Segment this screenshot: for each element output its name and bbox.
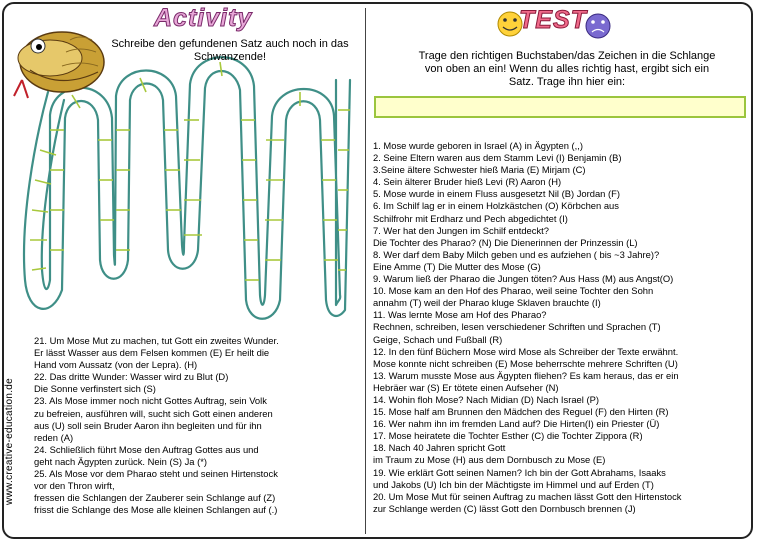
question-line: geht nach Ägypten zurück. Nein (S) Ja (*): [34, 455, 207, 467]
question-line: 15. Mose half am Brunnen den Mädchen des Reguel (F) den Hirten (R): [373, 406, 669, 418]
question-line: und Jakobs (U) Ich bin der Mächtigste im Himmel und auf Erden (T): [373, 478, 654, 490]
question-line: Er lässt Wasser aus dem Felsen kommen (E) Er heilt die: [34, 347, 270, 359]
question-line: 16. Wer nahm ihn im fremden Land auf? Die Hirten(I) ein Priester (Ü): [373, 418, 660, 430]
question-line: Mose konnte nicht schreiben (E) Mose beherrschte mehrere Schriften (U): [373, 357, 678, 369]
question-line: 23. Als Mose immer noch nicht Gottes Auftrag, sein Volk: [34, 395, 267, 407]
question-line: Hebräer war (S) Er tötete einen Aufseher (N): [373, 381, 559, 393]
question-line: 2. Seine Eltern waren aus dem Stamm Levi (I) Benjamin (B): [373, 152, 622, 164]
question-line: 6. Im Schilf lag er in einem Holzkästchen (O) Körbchen aus: [373, 200, 619, 212]
snake-outline-outer: [24, 71, 350, 319]
question-line: Geige, Schach und Fußball (R): [373, 333, 503, 345]
question-line: 24. Schließlich führt Mose den Auftrag Gottes aus und: [34, 443, 259, 455]
answer-sentence-field[interactable]: [374, 96, 746, 118]
question-line: zu befreien, ausführen will, sucht sich Gott einen anderen: [34, 407, 273, 419]
question-line: 8. Wer darf dem Baby Milch geben und es aufziehen ( bis ~3 Jahre)?: [373, 248, 660, 260]
activity-title: Activity: [154, 4, 253, 32]
question-line: 12. In den fünf Büchern Mose wird Mose als Schreiber der Texte erwähnt.: [373, 345, 679, 357]
question-line: 9. Warum ließ der Pharao die Jungen töten? Aus Hass (M) aus Angst(O): [373, 273, 674, 285]
question-line: 5. Mose wurde in einem Fluss ausgesetzt Nil (B) Jordan (F): [373, 188, 620, 200]
question-line: Die Tochter des Pharao? (N) Die Dienerinnen der Prinzessin (L): [373, 236, 638, 248]
question-line: 25. Als Mose vor dem Pharao steht und seinen Hirtenstock: [34, 468, 278, 480]
question-line: Schilfrohr mit Erdharz und Pech abgedichtet (I): [373, 212, 568, 224]
right-instruction: Trage den richtigen Buchstaben/das Zeichen in die Schlange von oben an ein! Wenn du alles richtig hast, ergibt sich ein Satz. Trage ihn hier ein:: [418, 50, 716, 88]
question-line: aus (U) soll sein Bruder Aaron ihn begleiten und für ihn: [34, 419, 262, 431]
question-line: Eine Amme (T) Die Mutter des Mose (G): [373, 260, 541, 272]
question-line: 20. Um Mose Mut für seinen Auftrag zu machen lässt Gott den Hirtenstock: [373, 490, 682, 502]
question-line: vor den Thron wirft,: [34, 480, 115, 492]
right-question-list: [373, 140, 753, 515]
question-line: 14. Wohin floh Mose? Nach Midian (D) Nach Israel (P): [373, 393, 599, 405]
question-line: 17. Mose heiratete die Tochter Esther (C) die Tochter Zippora (R): [373, 430, 643, 442]
question-line: Die Sonne verfinstert sich (S): [34, 383, 156, 395]
left-question-list: [34, 335, 364, 516]
smiley-sad-icon: [586, 14, 610, 38]
test-title: TEST: [519, 6, 587, 34]
question-line: 11. Was lernte Mose am Hof des Pharao?: [373, 309, 547, 321]
question-line: 3.Seine ältere Schwester hieß Maria (E) Mirjam (C): [373, 164, 586, 176]
question-line: 18. Nach 40 Jahren spricht Gott: [373, 442, 506, 454]
website-credit: www.creative-education.de: [4, 377, 15, 505]
question-line: fressen die Schlangen der Zauberer sein Schlange auf (Z): [34, 492, 276, 504]
question-line: 7. Wer hat den Jungen im Schilf entdeckt?: [373, 224, 549, 236]
question-line: 13. Warum musste Mose aus Ägypten fliehen? Es kam heraus, das er ein: [373, 369, 679, 381]
question-line: reden (A): [34, 431, 74, 443]
question-line: zur Schlange werden (C) lässt Gott den Dornbusch brennen (J): [373, 502, 636, 514]
question-line: frisst die Schlange des Mose alle kleinen Schlangen auf (.): [34, 504, 278, 516]
question-line: Hand vom Aussatz (von der Lepra). (H): [34, 359, 198, 371]
question-line: 19. Wie erklärt Gott seinen Namen? Ich bin der Gott Abrahams, Isaaks: [373, 466, 666, 478]
question-line: 10. Mose kam an den Hof des Pharao, weil seine Tochter den Sohn: [373, 285, 654, 297]
snake-outline-inner: [42, 57, 340, 305]
question-line: annahm (T) weil der Pharao kluge Sklaven brauchte (I): [373, 297, 601, 309]
question-line: im Traum zu Mose (H) aus dem Dornbusch zu Mose (E): [373, 454, 606, 466]
question-line: 22. Das dritte Wunder: Wasser wird zu Blut (D): [34, 371, 229, 383]
question-line: 4. Sein älterer Bruder hieß Levi (R) Aaron (H): [373, 176, 562, 188]
left-instruction: Schreibe den gefundenen Satz auch noch in das Schwanzende!: [111, 38, 349, 63]
question-line: Rechnen, schreiben, lesen verschiedener Schriften und Sprachen (T): [373, 321, 661, 333]
question-line: 1. Mose wurde geboren in Israel (A) in Ägypten (,,): [373, 140, 583, 151]
question-line: 21. Um Mose Mut zu machen, tut Gott ein zweites Wunder.: [34, 335, 279, 346]
